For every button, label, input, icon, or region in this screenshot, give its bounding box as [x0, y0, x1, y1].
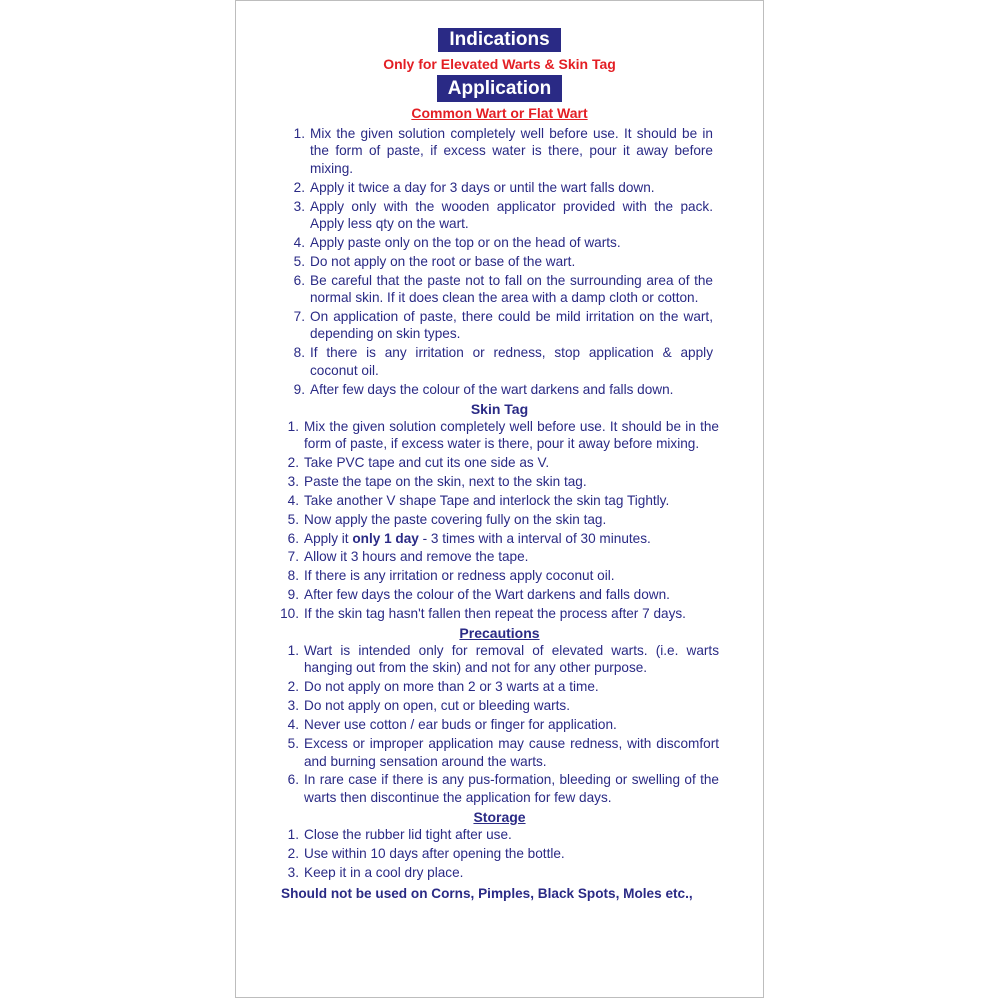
- storage-steps-list: [277, 826, 719, 881]
- list-item-text: Do not apply on more than 2 or 3 warts at a time.: [304, 679, 599, 695]
- list-item-text: Never use cotton / ear buds or finger for application.: [304, 717, 617, 733]
- list-item: [283, 179, 713, 196]
- list-item: [283, 198, 713, 233]
- indications-subtitle: Only for Elevated Warts & Skin Tag: [383, 56, 616, 72]
- list-item-number: 2.: [293, 179, 305, 195]
- list-item-text: Apply only with the wooden applicator provided with the pack. Apply less qty on the wart.: [310, 198, 713, 232]
- list-item-number: 2.: [287, 679, 299, 695]
- skin-tag-heading: Skin Tag: [470, 400, 529, 417]
- application-heading-wrap: [236, 75, 763, 102]
- list-item: [283, 344, 713, 379]
- list-item-number: 4.: [287, 492, 299, 508]
- list-item-text: Allow it 3 hours and remove the tape.: [304, 549, 529, 565]
- list-item: [277, 845, 719, 862]
- list-item: [277, 678, 719, 695]
- list-item: [283, 253, 713, 270]
- list-item-number: 2.: [287, 845, 299, 861]
- list-item-number: 4.: [287, 717, 299, 733]
- list-item-text: Do not apply on the root or base of the wart.: [310, 253, 576, 269]
- list-item-text: Excess or improper application may cause redness, with discomfort and burning sensation around the warts.: [304, 736, 719, 769]
- list-item-number: 4.: [293, 234, 305, 250]
- list-item-text: Close the rubber lid tight after use.: [304, 826, 512, 842]
- list-item-number: 7.: [287, 549, 299, 565]
- list-item-number: 5.: [287, 736, 299, 752]
- list-item-number: 5.: [293, 253, 305, 269]
- list-item-number: 1.: [287, 418, 299, 434]
- list-item-number: 6.: [287, 772, 299, 788]
- list-item: [283, 234, 713, 251]
- list-item-number: 6.: [287, 530, 299, 546]
- list-item-text: Paste the tape on the skin, next to the skin tag.: [304, 473, 587, 489]
- list-item-text: Wart is intended only for removal of elevated warts. (i.e. warts hanging out from the skin) and not for any other purpose.: [304, 643, 719, 676]
- list-item-number: 1.: [287, 826, 299, 842]
- application-heading: Application: [437, 75, 562, 102]
- list-item: [277, 716, 719, 733]
- list-item-number: 1.: [293, 126, 305, 141]
- precautions-steps-list: [277, 642, 719, 806]
- list-item-number: 9.: [287, 587, 299, 603]
- list-item: [277, 454, 719, 471]
- application-subtitle: Common Wart or Flat Wart: [411, 105, 588, 121]
- list-item-text-part: Apply it: [304, 530, 353, 546]
- list-item-number: 1.: [287, 643, 299, 659]
- list-item-number: 10.: [280, 606, 299, 622]
- list-item-number: 3.: [293, 198, 305, 214]
- indications-heading-wrap: [236, 28, 763, 52]
- list-item: [277, 642, 719, 677]
- list-item: [277, 530, 719, 547]
- list-item-number: 8.: [287, 568, 299, 584]
- list-item: [277, 567, 719, 584]
- list-item: [277, 697, 719, 714]
- list-item: [277, 735, 719, 770]
- list-item-text: If there is any irritation or redness, stop application & apply coconut oil.: [310, 345, 713, 378]
- list-item-text: Apply paste only on the top or on the head of warts.: [310, 234, 621, 250]
- list-item-number: 6.: [293, 272, 305, 288]
- list-item: [277, 418, 719, 453]
- list-item-text: On application of paste, there could be mild irritation on the wart, depending on skin types.: [310, 309, 713, 342]
- list-item-text: Be careful that the paste not to fall on the surrounding area of the normal skin. If it does clean the area with a damp cloth or cotton.: [310, 272, 713, 306]
- list-item-text: Do not apply on open, cut or bleeding warts.: [304, 698, 571, 714]
- list-item-number: 9.: [293, 381, 305, 397]
- list-item-text: [304, 530, 719, 547]
- list-item-text: In rare case if there is any pus-formation, bleeding or swelling of the warts then discontinue the application for few days.: [304, 772, 719, 805]
- list-item: [277, 492, 719, 509]
- list-item-number: 7.: [293, 309, 305, 325]
- list-item: [277, 511, 719, 528]
- list-item-text: After few days the colour of the wart darkens and falls down.: [310, 381, 674, 397]
- list-item: [277, 826, 719, 843]
- list-item-text: Take PVC tape and cut its one side as V.: [304, 454, 550, 470]
- list-item-text: If the skin tag hasn't fallen then repeat the process after 7 days.: [304, 606, 686, 622]
- list-item-text: After few days the colour of the Wart darkens and falls down.: [304, 587, 670, 603]
- precautions-heading: Precautions: [459, 625, 540, 642]
- list-item-number: 8.: [293, 345, 305, 361]
- usage-warning: Should not be used on Corns, Pimples, Black Spots, Moles etc.,: [281, 885, 693, 901]
- list-item-text-emphasis: only 1 day: [352, 530, 419, 546]
- list-item: [283, 308, 713, 343]
- list-item-number: 3.: [287, 473, 299, 489]
- list-item-text: Mix the given solution completely well before use. It should be in the form of paste, if excess water is there, pour it away before mixing.: [310, 126, 713, 176]
- list-item-text: Now apply the paste covering fully on the skin tag.: [304, 511, 607, 527]
- list-item: [277, 586, 719, 603]
- list-item: [277, 864, 719, 881]
- list-item-text: Keep it in a cool dry place.: [304, 864, 464, 880]
- list-item: [283, 125, 713, 177]
- list-item: [277, 548, 719, 565]
- list-item-text-part: - 3 times with a interval of 30 minutes.: [418, 530, 651, 546]
- list-item: [277, 473, 719, 490]
- instruction-leaflet: [235, 0, 764, 998]
- storage-heading: Storage: [473, 808, 526, 825]
- list-item-number: 3.: [287, 698, 299, 714]
- skin-tag-steps-list: [277, 418, 719, 623]
- list-item-number: 3.: [287, 864, 299, 880]
- indications-heading: Indications: [438, 28, 560, 52]
- list-item-text: Mix the given solution completely well before use. It should be in the form of paste, if excess water is there, pour it away before mixing.: [304, 418, 719, 451]
- list-item-text: If there is any irritation or redness apply coconut oil.: [304, 568, 615, 584]
- list-item: [283, 272, 713, 307]
- list-item-text: Use within 10 days after opening the bottle.: [304, 845, 565, 861]
- list-item-number: 5.: [287, 511, 299, 527]
- list-item-number: 2.: [287, 454, 299, 470]
- list-item: [283, 381, 713, 398]
- list-item: [277, 605, 719, 622]
- list-item-text: Take another V shape Tape and interlock the skin tag Tightly.: [304, 492, 670, 508]
- list-item: [277, 771, 719, 806]
- list-item-text: Apply it twice a day for 3 days or until the wart falls down.: [310, 179, 655, 195]
- application-steps-list: [283, 125, 713, 398]
